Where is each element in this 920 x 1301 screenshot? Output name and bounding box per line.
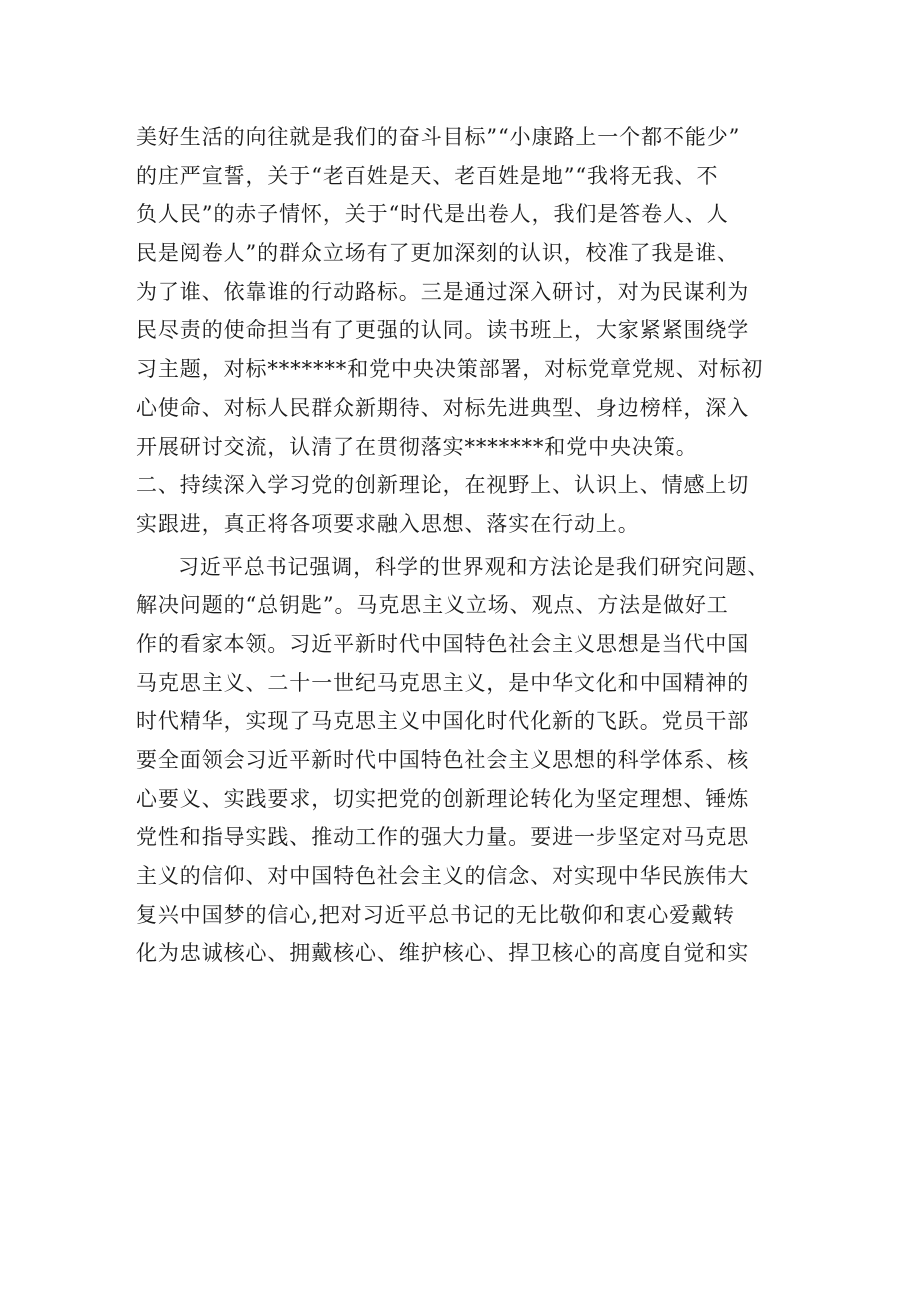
- text-line: 习主题，对标*******和党中央决策部署，对标党章党规、对标初: [136, 357, 764, 382]
- text-line: 民尽责的使命担当有了更强的认同。读书班上，大家紧紧围绕学: [136, 318, 750, 343]
- text-line: 美好生活的向往就是我们的奋斗目标”“小康路上一个都不能少”: [136, 125, 741, 149]
- paragraph-first-line: 习近平总书记强调，科学的世界观和方法论是我们研究问题、: [178, 554, 770, 579]
- text-line: 负人民”的赤子情怀，关于“时代是出卷人，我们是答卷人、人: [136, 202, 729, 227]
- text-line: 要全面领会习近平新时代中国特色社会主义思想的科学体系、核: [136, 748, 750, 772]
- text-line: 作的看家本领。习近平新时代中国特色社会主义思想是当代中国: [136, 631, 750, 656]
- text-line: 时代精华，实现了马克思主义中国化时代化新的飞跃。党员干部: [136, 709, 750, 734]
- text-line: 主义的信仰、对中国特色社会主义的信念、对实现中华民族伟大: [136, 864, 750, 889]
- body-text: [136, 118, 796, 973]
- text-line: 心使命、对标人民群众新期待、对标先进典型、身边榜样，深入: [136, 395, 750, 420]
- text-line: 心要义、实践要求，切实把党的创新理论转化为坚定理想、锤炼: [136, 786, 750, 811]
- section-heading-line: 二、持续深入学习党的创新理论，在视野上、认识上、情感上切: [136, 473, 750, 498]
- text-line: 的庄严宣誓，关于“老百姓是天、老百姓是地”“我将无我、不: [136, 163, 719, 188]
- text-line: 解决问题的“总钥匙”。马克思主义立场、观点、方法是做好工: [136, 593, 729, 618]
- text-line: 民是阅卷人”的群众立场有了更加深刻的认识，校准了我是谁、: [136, 241, 739, 266]
- text-line: 党性和指导实践、推动工作的强大力量。要进一步坚定对马克思: [136, 825, 750, 850]
- text-line: 为了谁、依靠谁的行动路标。三是通过深入研讨，对为民谋利为: [136, 279, 750, 304]
- text-line: 化为忠诚核心、拥戴核心、维护核心、捍卫核心的高度自觉和实: [136, 941, 750, 966]
- text-line: 开展研讨交流，认清了在贯彻落实*******和党中央决策。: [136, 434, 698, 459]
- text-line: 复兴中国梦的信心,把对习近平总书记的无比敬仰和衷心爱戴转: [136, 902, 735, 927]
- text-line: 马克思主义、二十一世纪马克思主义，是中华文化和中国精神的: [136, 670, 750, 695]
- section-heading-line: 实跟进，真正将各项要求融入思想、落实在行动上。: [136, 511, 640, 536]
